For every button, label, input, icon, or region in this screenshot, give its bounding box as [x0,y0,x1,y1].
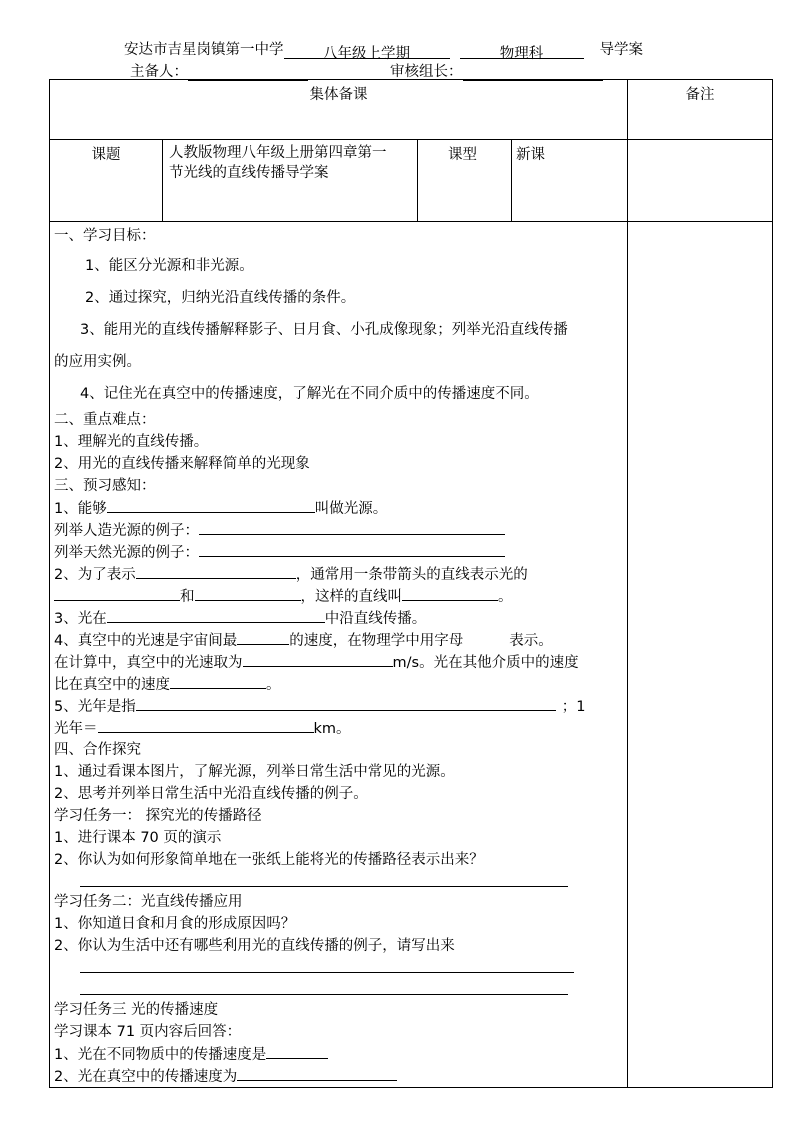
topic-line-1: 人教版物理八年级上册第四章第一 [169,145,387,161]
text: 列举人造光源的例子： [54,523,199,539]
grade-field [284,42,450,62]
text: 3、光在 [54,611,107,627]
answer-line [80,871,568,887]
text: 。 [266,677,281,693]
type-value: 新课 [516,147,545,163]
content-cell [50,222,628,1088]
doc-header [124,38,643,62]
blank-field [195,585,301,601]
type-label-cell [418,140,512,222]
section-keypoints-title: 二、重点难点： [54,412,156,428]
task-3-title: 学习任务三 光的传播速度 [54,1002,219,1018]
text: 5、光年是指 [54,699,136,715]
preview-1-artificial [54,519,627,541]
text: 2、光在真空中的传播速度为 [54,1069,238,1085]
objective-4: 4、记住光在真空中的传播速度，了解光在不同介质中的传播速度不同。 [80,386,539,402]
preview-1-natural [54,541,627,563]
preparer-label: 主备人： [130,64,188,80]
text: ，这样的直线叫 [300,589,402,605]
school-name: 安达市吉星岗镇第一中学 [124,42,284,58]
text: 1、能够 [54,501,107,517]
blank-field [136,695,556,711]
blank-field [402,585,498,601]
task-1-title: 学习任务一： 探究光的传播路径 [54,808,262,824]
text: 4、真空中的光速是宇宙间最 [54,633,238,649]
text: 的速度，在物理学中用字母 [289,633,464,649]
preview-4 [54,629,627,651]
blank-field [199,519,505,535]
remarks-cell [628,80,773,140]
grade-value: 八年级上学期 [323,46,410,62]
task-1-answer-line [54,871,627,891]
group-prep-label: 集体备课 [309,87,368,103]
answer-line [80,957,574,973]
blank-field [54,585,180,601]
blank-field [237,1065,397,1081]
remarks-blank-cell [628,140,773,222]
text: 在计算中，真空中的光速取为 [54,655,243,671]
blank-field [136,563,296,579]
blank-field [107,607,325,623]
preview-2 [54,563,627,585]
subject-field [460,42,584,62]
cooperate-2: 2、思考并列举日常生活中光沿直线传播的例子。 [54,786,368,802]
type-label: 课型 [448,147,477,163]
task-1-item-1: 1、进行课本 70 页的演示 [54,830,222,846]
task-3-item-1 [54,1043,627,1065]
cooperate-1: 1、通过看课本图片，了解光源，列举日常生活中常见的光源。 [54,764,455,780]
task-2-item-1: 1、你知道日食和月食的形成原因吗？ [54,916,296,932]
blank-field [199,541,505,557]
text: 叫做光源。 [314,501,388,517]
topic-line-2: 节光线的直线传播导学案 [169,165,329,181]
text: 。 [498,589,513,605]
preview-1 [54,497,627,519]
blank-field [243,651,393,667]
blank-field [107,497,315,513]
type-value-cell [512,140,628,222]
objective-1: 1、能区分光源和非光源。 [85,258,254,274]
task-2-title: 学习任务二：光直线传播应用 [54,894,243,910]
text: ，通常用一条带箭头的直线表示光的 [295,567,528,583]
task-3-item-2 [54,1065,627,1087]
text: 中沿直线传播。 [324,611,427,627]
answer-line [80,979,568,995]
lesson-plan-table [49,79,773,1088]
text: km。 [313,721,351,737]
blank-field [170,673,266,689]
preview-4-cont [54,651,627,673]
section-preview-title: 三、预习感知： [54,478,156,494]
remarks-content-cell [628,222,773,1088]
topic-value-cell [163,140,418,222]
preview-2-cont [54,585,627,607]
text: 表示。 [509,633,553,649]
text: 光年＝ [54,721,98,737]
group-prep-cell [50,80,628,140]
blank-field [98,717,314,733]
preview-5 [54,695,627,717]
preview-4-cont2 [54,673,627,695]
text: 1、光在不同物质中的传播速度是 [54,1047,267,1063]
subject-value: 物理科 [499,46,544,62]
text: 比在真空中的速度 [54,677,170,693]
objective-3b: 的应用实例。 [54,354,141,370]
preview-3 [54,607,627,629]
topic-label-cell [50,140,163,222]
remarks-label: 备注 [685,87,715,103]
doc-type: 导学案 [599,42,643,58]
doc-subheader [130,60,603,81]
preview-5-cont [54,717,627,739]
keypoint-2: 2、用光的直线传播来解释简单的光现象 [54,456,310,472]
text: m/s。光在其他介质中的速度 [392,655,579,671]
task-2-item-2: 2、你认为生活中还有哪些利用光的直线传播的例子，请写出来 [54,938,455,954]
objective-3a: 3、能用光的直线传播解释影子、日月食、小孔成像现象；列举光沿直线传播 [80,322,568,338]
blank-field [266,1043,328,1059]
keypoint-1: 1、理解光的直线传播。 [54,434,209,450]
objective-2: 2、通过探究，归纳光沿直线传播的条件。 [85,290,356,306]
section-cooperate-title: 四、合作探究 [54,742,141,758]
text: 列举天然光源的例子： [54,545,199,561]
reviewer-label: 审核组长： [390,64,463,80]
task-3-intro: 学习课本 71 页内容后回答： [54,1024,242,1040]
section-objectives-title: 一、学习目标： [54,228,156,244]
topic-label: 课题 [91,147,121,163]
text: 和 [180,589,195,605]
blank-field [237,629,289,645]
text: ；1 [561,699,586,715]
text: 2、为了表示 [54,567,136,583]
task-2-answer-lines [54,957,627,999]
task-1-item-2: 2、你认为如何形象简单地在一张纸上能将光的传播路径表示出来？ [54,852,484,868]
